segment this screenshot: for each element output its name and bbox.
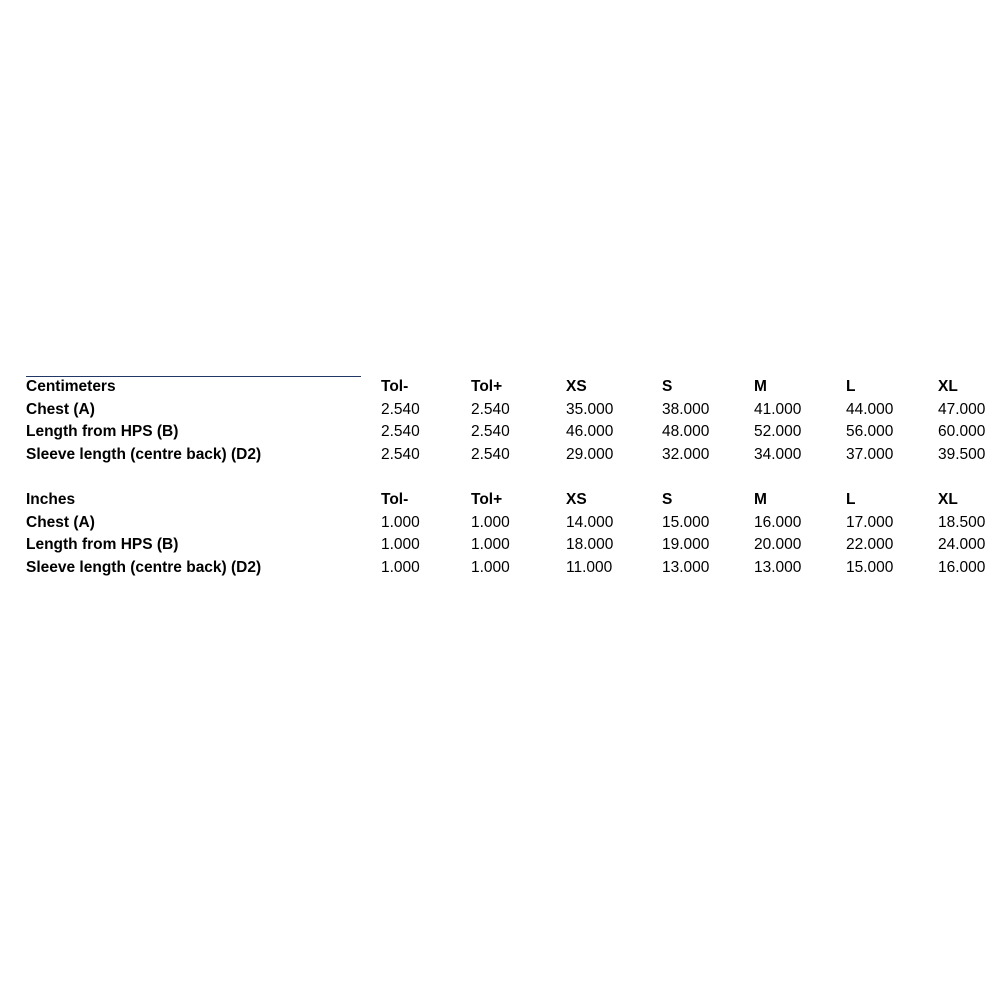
cell-length-cm-xs: 46.000	[566, 423, 614, 441]
column-header-tol-minus-in: Tol-	[381, 490, 409, 508]
cell-sleeve-in-m: 13.000	[754, 558, 802, 576]
cell-chest-cm-tol-minus: 2.540	[381, 400, 420, 418]
cell-length-in-xl: 24.000	[938, 536, 986, 554]
cell-length-cm-tol-minus: 2.540	[381, 423, 420, 441]
column-header-xs-cm: XS	[566, 378, 587, 395]
table-header-row-centimeters	[26, 376, 1000, 399]
cell-sleeve-in-s: 13.000	[662, 558, 710, 576]
cell-chest-cm-xs: 35.000	[566, 400, 614, 418]
cell-chest-in-tol-plus: 1.000	[471, 513, 510, 531]
cell-chest-cm-m: 41.000	[754, 400, 802, 418]
table-row	[26, 421, 1000, 444]
row-label-length-hps-cm: Length from HPS (B)	[26, 423, 179, 441]
column-header-l-in: L	[846, 490, 856, 508]
cell-chest-in-xl: 18.500	[938, 513, 986, 531]
unit-label-inches: Inches	[26, 490, 76, 508]
cell-length-in-s: 19.000	[662, 536, 710, 554]
row-label-sleeve-cm: Sleeve length (centre back) (D2)	[26, 445, 262, 463]
cell-chest-in-s: 15.000	[662, 513, 710, 531]
column-header-tol-plus-cm: Tol+	[471, 378, 503, 395]
table-row	[26, 534, 1000, 557]
row-label-chest-cm: Chest (A)	[26, 400, 95, 418]
cell-chest-cm-xl: 47.000	[938, 400, 986, 418]
size-chart-block	[26, 376, 986, 579]
table-row	[26, 444, 1000, 467]
row-label-length-hps-in: Length from HPS (B)	[26, 536, 179, 554]
table-header-row-inches	[26, 489, 1000, 512]
cell-sleeve-in-xl: 16.000	[938, 558, 986, 576]
cell-sleeve-cm-s: 32.000	[662, 445, 710, 463]
cell-length-cm-xl: 60.000	[938, 423, 986, 441]
cell-length-in-l: 22.000	[846, 536, 894, 554]
cell-sleeve-cm-tol-plus: 2.540	[471, 445, 510, 463]
column-header-xl-in: XL	[938, 490, 958, 508]
cell-length-cm-tol-plus: 2.540	[471, 423, 510, 441]
cell-sleeve-cm-m: 34.000	[754, 445, 802, 463]
unit-label-centimeters: Centimeters	[26, 378, 116, 395]
cell-chest-in-m: 16.000	[754, 513, 802, 531]
cell-length-cm-l: 56.000	[846, 423, 894, 441]
column-header-tol-minus-cm: Tol-	[381, 378, 409, 395]
cell-chest-cm-l: 44.000	[846, 400, 894, 418]
size-chart-table	[26, 376, 1000, 579]
column-header-xs-in: XS	[566, 490, 587, 508]
cell-sleeve-in-tol-minus: 1.000	[381, 558, 420, 576]
cell-length-in-m: 20.000	[754, 536, 802, 554]
row-label-chest-in: Chest (A)	[26, 513, 95, 531]
table-row	[26, 512, 1000, 535]
cell-sleeve-cm-tol-minus: 2.540	[381, 445, 420, 463]
cell-length-cm-m: 52.000	[754, 423, 802, 441]
cell-chest-in-xs: 14.000	[566, 513, 614, 531]
column-header-tol-plus-in: Tol+	[471, 490, 503, 508]
cell-sleeve-in-xs: 11.000	[566, 558, 613, 576]
cell-chest-cm-s: 38.000	[662, 400, 710, 418]
column-header-m-cm: M	[754, 378, 767, 395]
table-row	[26, 557, 1000, 580]
cell-length-in-xs: 18.000	[566, 536, 614, 554]
column-header-s-cm: S	[662, 378, 673, 395]
cell-sleeve-cm-l: 37.000	[846, 445, 894, 463]
cell-sleeve-in-l: 15.000	[846, 558, 894, 576]
cell-chest-cm-tol-plus: 2.540	[471, 400, 510, 418]
row-label-sleeve-in: Sleeve length (centre back) (D2)	[26, 558, 262, 576]
cell-length-cm-s: 48.000	[662, 423, 710, 441]
column-header-m-in: M	[754, 490, 767, 508]
cell-sleeve-in-tol-plus: 1.000	[471, 558, 510, 576]
cell-chest-in-tol-minus: 1.000	[381, 513, 420, 531]
table-row	[26, 399, 1000, 422]
column-header-xl-cm: XL	[938, 378, 958, 395]
cell-chest-in-l: 17.000	[846, 513, 894, 531]
cell-sleeve-cm-xl: 39.500	[938, 445, 986, 463]
cell-length-in-tol-minus: 1.000	[381, 536, 420, 554]
cell-sleeve-cm-xs: 29.000	[566, 445, 614, 463]
column-header-s-in: S	[662, 490, 673, 508]
cell-length-in-tol-plus: 1.000	[471, 536, 510, 554]
column-header-l-cm: L	[846, 378, 856, 395]
table-spacer-row	[26, 466, 1000, 489]
